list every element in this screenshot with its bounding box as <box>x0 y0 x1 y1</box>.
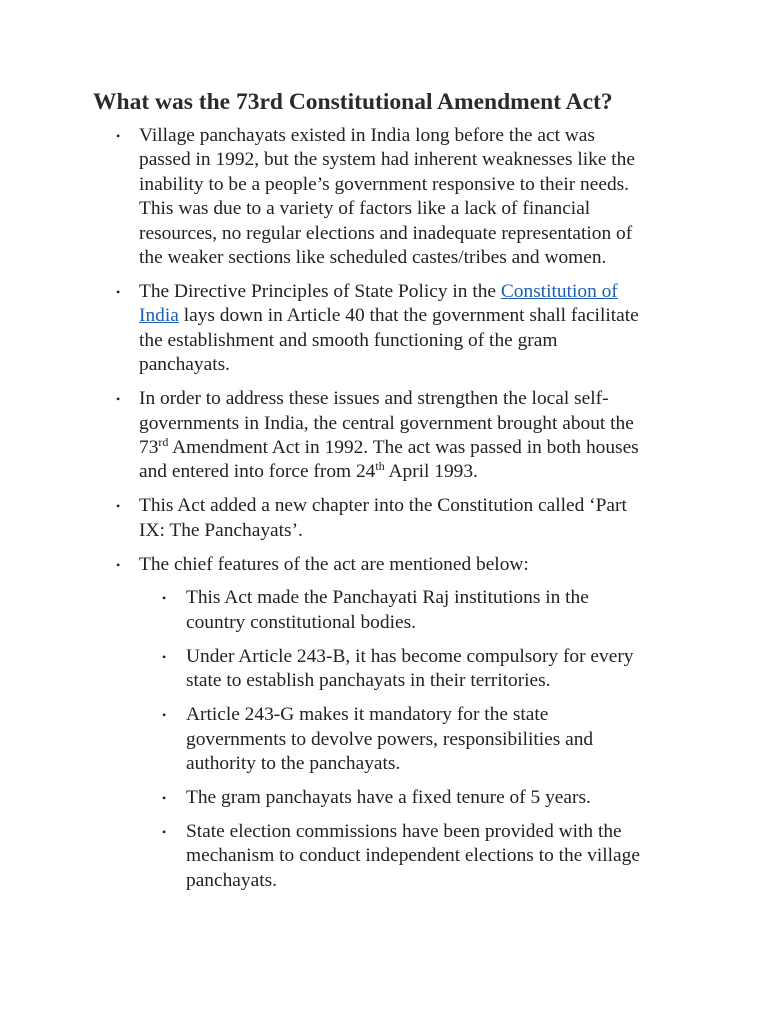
sub-bullet-item <box>162 645 676 694</box>
text-line: the establishment and smooth functioning of the gram <box>139 329 558 351</box>
text-line <box>139 436 676 460</box>
text-line: • The chief features of the act are mentioned below: <box>139 553 529 575</box>
sub-bullet-list <box>139 586 676 893</box>
text-line: panchayats. <box>139 354 230 376</box>
text-line: mechanism to conduct independent elections to the village <box>186 845 640 867</box>
bullet-item-amendment-act <box>116 387 676 485</box>
bullet-item-part-ix <box>116 494 676 543</box>
text-line: governments to devolve powers, responsibilities and <box>186 728 594 750</box>
text-segment: lays down in Article 40 that the government shall facilitate <box>178 305 639 327</box>
sub-bullet-item <box>162 820 676 893</box>
text-line: governments in India, the central government brought about the <box>139 412 634 434</box>
sub-bullet-item <box>162 703 676 776</box>
text-line <box>139 460 676 484</box>
sub-bullet-item <box>162 786 676 810</box>
text-line: passed in 1992, but the system had inherent weaknesses like the <box>139 149 635 171</box>
bullet-item-village-panchayats <box>116 124 676 270</box>
text-line: • This Act made the Panchayati Raj institutions in the <box>186 587 589 609</box>
text-line: • Village panchayats existed in India long before the act was <box>139 125 595 146</box>
constitution-of-india-link-continued[interactable]: India <box>139 305 179 327</box>
text-segment: Amendment Act in 1992. The act was passed in both houses <box>168 437 639 459</box>
text-line: authority to the panchayats. <box>186 752 401 774</box>
text-segment: 73 <box>139 437 159 459</box>
text-line: • This Act added a new chapter into the Constitution called ‘Part <box>139 495 627 517</box>
text-line: • Under Article 243-B, it has become compulsory for every <box>186 645 634 667</box>
text-line: • State election commissions have been provided with the <box>186 820 622 842</box>
bullet-item-directive-principles <box>116 280 676 378</box>
text-line: inability to be a people’s government responsive to their needs. <box>139 173 630 195</box>
bullet-item-chief-features <box>116 553 676 893</box>
text-segment: The Directive Principles of State Policy in the <box>139 281 501 303</box>
text-line: country constitutional bodies. <box>186 611 416 633</box>
sub-bullet-item <box>162 586 676 635</box>
text-line <box>139 280 676 304</box>
text-line: panchayats. <box>186 869 277 891</box>
text-line: • The gram panchayats have a fixed tenure of 5 years. <box>186 786 591 808</box>
ordinal-superscript: th <box>375 459 385 474</box>
text-line: • In order to address these issues and strengthen the local self- <box>139 388 609 410</box>
ordinal-superscript: rd <box>158 435 169 450</box>
text-line: • Article 243-G makes it mandatory for the state <box>186 704 549 726</box>
text-segment: April 1993. <box>384 461 478 483</box>
text-line: resources, no regular elections and inadequate representation of <box>139 222 633 244</box>
text-line <box>139 304 676 328</box>
text-line: IX: The Panchayats’. <box>139 519 303 541</box>
constitution-of-india-link[interactable]: Constitution of <box>500 281 618 303</box>
page-title: What was the 73rd Constitutional Amendment Act? <box>93 89 613 115</box>
text-line: This was due to a variety of factors like a lack of financial <box>139 198 591 220</box>
text-line: the weaker sections like scheduled castes/tribes and women. <box>139 247 607 269</box>
text-segment: and entered into force from 24 <box>139 461 376 483</box>
text-line: state to establish panchayats in their territories. <box>186 670 551 692</box>
bullet-list <box>116 124 676 903</box>
